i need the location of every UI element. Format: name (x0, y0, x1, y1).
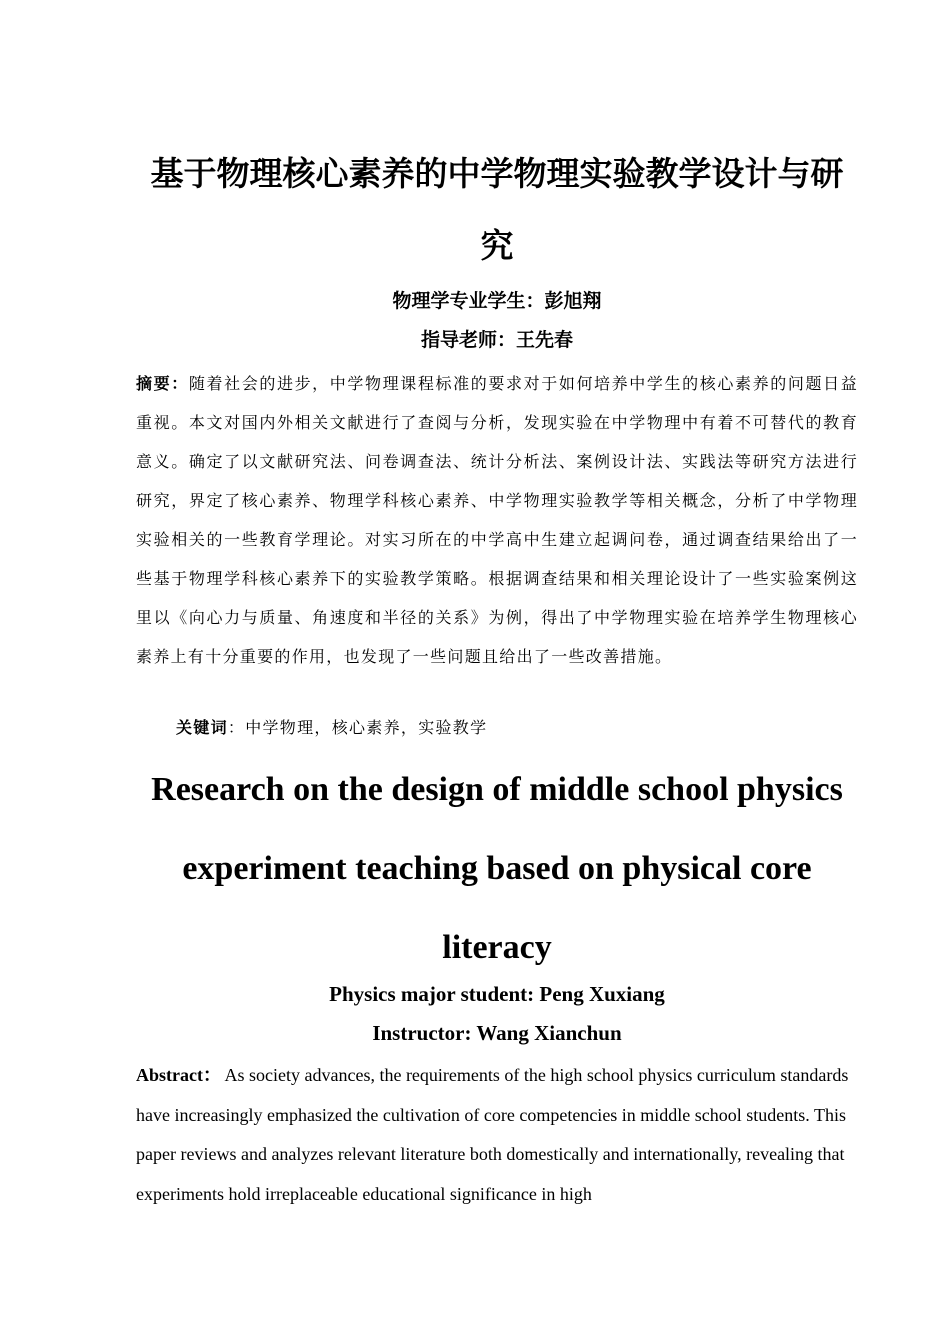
chinese-keywords (176, 713, 487, 743)
english-abstract (136, 1056, 858, 1214)
english-abstract-text: As society advances, the requirements of the high school physics curriculum standards have increasingly emphasized the cultivation of core competencies in middle school students. This paper reviews and analyzes relevant literature both domestically and internationally, revealing that experiments hold irreplaceable educational significance in high (136, 1065, 849, 1204)
chinese-title: 基于物理核心素养的中学物理实验教学设计与研究 (150, 154, 844, 265)
chinese-abstract-text: 随着社会的进步，中学物理课程标准的要求对于如何培养中学生的核心素养的问题日益重视。本文对国内外相关文献进行了查阅与分析，发现实验在中学物理中有着不可替代的教育意义。确定了以文献研究法、问卷调查法、统计分析法、案例设计法、实践法等研究方法进行研究，界定了核心素养、物理学科核心素养、中学物理实验教学等相关概念，分析了中学物理实验相关的一些教育学理论。对实习所在的中学高中生建立起调问卷，通过调查结果给出了一些基于物理学科核心素养下的实验教学策略。根据调查结果和相关理论设计了一些实验案例这里以《向心力与质量、角速度和半径的关系》为例，得出了中学物理实验在培养学生物理核心素养上有十分重要的作用，也发现了一些问题且给出了一些改善措施。 (136, 374, 858, 666)
chinese-keywords-label: 关键词 (176, 718, 228, 737)
chinese-advisor-line: 指导老师：王先春 (420, 329, 573, 351)
chinese-keywords-text: ：中学物理，核心素养，实验教学 (227, 718, 488, 737)
chinese-abstract-label: 摘要： (136, 374, 189, 393)
english-abstract-label: Abstract： (136, 1065, 221, 1085)
english-advisor-line: Instructor: Wang Xianchun (372, 1021, 622, 1045)
english-author-line: Physics major student: Peng Xuxiang (329, 982, 665, 1006)
chinese-author-line: 物理学专业学生：彭旭翔 (392, 290, 602, 312)
chinese-abstract (136, 364, 858, 676)
english-title: Research on the design of middle school physics experiment teaching based on physical core literacy (151, 771, 843, 966)
